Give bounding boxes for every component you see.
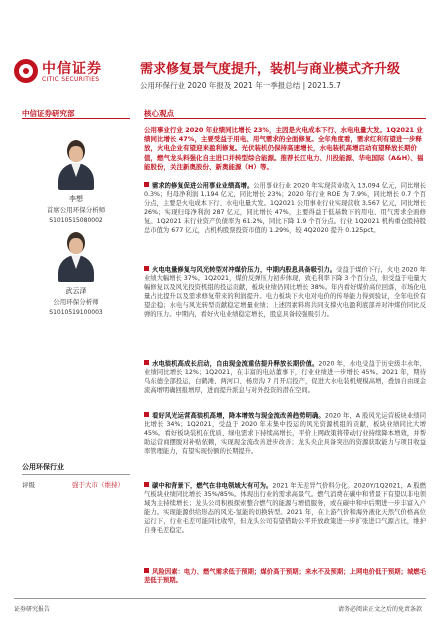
analyst-photo <box>56 232 96 282</box>
section-lead: 需求的修复促进公用事业业绩高增。 <box>152 182 254 190</box>
section-body: 受益于煤价下行，火电 2020 年业绩大幅增长 37%。1Q2021，煤价反弹压力初步体现，致毛利率下降 3 个百分点，但受益于电量大幅修复以及风光投资机组的投运贡献，板块业绩仍同比增长 38%。年内看好煤价高位回落，市场化电量占比提升以及需求修复带来的利润提升。电力板块下火电对电价的传导能力得到验证，全年电价有望企稳；水电与风光转型贡献稳定增量业绩；上述因素料将共同支撑火电盈利底部并对冲煤价同比反弹的压力。中期内，看好火电业绩稳定增长，股息具备较强吸引力。 <box>144 266 427 319</box>
section-lead: 看好风光运营高装机高增，降本增效与现金流改善趋势明确。 <box>152 412 325 420</box>
main-rule <box>144 118 426 119</box>
analyst-role: 公用环保分析师 <box>53 298 99 306</box>
research-dept-heading: 中信证券研究部 <box>22 109 75 118</box>
page-footer <box>0 598 440 620</box>
footer-rule <box>14 598 426 599</box>
rating-value: 强于大市（维持） <box>72 481 124 489</box>
bullet-square-icon <box>144 360 149 365</box>
core-summary: 公用事业行业 2020 年业绩同比增长 23%，主因是火电成本下行、水电电量大发。1Q2021 业绩同比增长 47%，主要受益于用电、用气需求的全面修复。全年角度看，需求红利有望进一步释放，火电企业有望迎来盈利修复。光伏装机仍保持高速增长，水电装机高增启动有望释放长期价值，燃气龙头料强化自主进口并转型综合能源。推荐长江电力、川投能源、华电国际（A&H）、福能股份，关注新奥股份、新奥能源（H）等。 <box>144 126 424 171</box>
bullet-square-icon <box>144 266 149 271</box>
rating-rule <box>22 474 130 475</box>
footer-left-text: 证券研究报告 <box>14 606 51 613</box>
section-lead: 碳中和背景下，燃气在非电领域大有可为。 <box>152 482 273 490</box>
report-subtitle: 公用环保行业 2020 年报及 2021 年一季报总结 | 2021.5.7 <box>140 81 341 90</box>
logo-chinese: 中信证券 <box>42 61 102 77</box>
bullet-square-icon <box>144 412 149 417</box>
analyst-license: S1010519100003 <box>49 308 103 316</box>
citic-logo-icon <box>14 59 38 83</box>
section-paragraph <box>144 482 426 536</box>
analyst-name: 李想 <box>69 195 83 203</box>
analyst-name: 武云泽 <box>65 287 87 295</box>
section-body: 2020 年，A 股风光运营板块业绩同比增长 34%；1Q2021，受益于 2020 年末集中投运的风光资源机组的贡献，板块业绩同比大增 45%。看好板块装机在优质、绿电需求下持续高增长，平价上网政策将带动行业持续降本增效，并帮助运营商摆脱对补贴依赖，实现现金流改善进步改善；龙头央企具备突出的资源获取能力与项目收益率管理能力，有望实现份额的长期提升。 <box>144 412 427 456</box>
core-view-heading: 核心观点 <box>144 109 174 118</box>
section-paragraph <box>144 412 426 457</box>
section-paragraph <box>144 182 426 236</box>
citic-logo <box>14 58 132 88</box>
section-lead: 火电电量修复与风光转型对冲煤价压力，中期内股息具备吸引力。 <box>152 266 337 274</box>
sector-label: 公用环保行业 <box>22 463 64 471</box>
section-paragraph <box>144 266 426 320</box>
section-body: 2021 年无差异气价料分化。2020Y/1Q2021，A 股燃气板块业绩同比增长 35%/85%。体现出行业的需求高景气。燃气消费在碳中和背景下有望以非电领域为主持续增长；龙头公司积极探索整合燃气的能源与增值服务，或在碳中和中后期进一步丰富入户能力。实现能源供给形态的风光-氢能的切换转型。2021 年，在上游气价和海外液化天然气价格高位运行下，行业毛差可能同比收窄，但龙头公司有望借助公平开放政策进一步扩张进口气源占比，维护自身毛差稳定。 <box>144 482 426 535</box>
logo-english: CITIC SECURITIES <box>42 76 100 83</box>
analyst-card <box>22 232 130 316</box>
report-title: 需求修复景气度提升，装机与商业模式齐升级 <box>140 62 401 77</box>
analyst-photo <box>56 140 96 190</box>
report-header <box>0 0 440 92</box>
section-body: 公用事业行业 2020 年实现营业收入 13,094 亿元，同比增长 0.3%；归母净利润 1,194 亿元，同比增长 23%；2020 年行业 ROE 为 7.9%，同比增长 0.7 个百分点，主要是火电成本下行、水电电量大发。1Q2021 公用事业行业实现营收 3,567 亿元，同比增长 26%；实现归母净利润 287 亿元，同比增长 47%，主要得益于低基数下的用电、用气需求全面修复。1Q2021 末行业资产负债率为 61.2%，同比下降 1.9 个百分点。行业 1Q2021 机构重仓股持股总市值为 677 亿元，占机构股票投资市值的 1.29%，较 4Q2020 提升 0.125pct。 <box>144 182 427 235</box>
bullet-square-icon <box>144 568 149 573</box>
analyst-card <box>22 140 130 224</box>
rating-key: 评级 <box>22 481 35 489</box>
risk-text: 风险因素：电力、燃气需求低于预期；煤价高于预期；来水不及预期；上网电价低于预期；城燃毛差低于预期。 <box>144 568 426 585</box>
risk-paragraph <box>144 568 426 586</box>
disclaimer-note: 请务必阅读正文之后的免责条款 <box>337 606 422 613</box>
section-paragraph <box>144 360 426 396</box>
bullet-square-icon <box>144 182 149 187</box>
bullet-square-icon <box>144 482 149 487</box>
analyst-license: S1010515080002 <box>49 216 103 224</box>
section-body: 2020 年，水电受益于历史级丰水年，业绩同比增长 12%；1Q2021，在丰富的电站董事下，行业业绩进一步增长 45%。2021 年，期待乌东德全部投运，白鹤滩、两河口、杨房沟 7 月开启投产，促进大水电装机规模高增，叠加自由现金流高增明确回报增厚，进而提升派息与对外投资的潜在空间。 <box>144 360 427 395</box>
section-lead: 水电装机高成长启动，自由现金流重估提升释放长期价值。 <box>152 360 319 368</box>
sidebar-rule <box>22 118 130 119</box>
analyst-role: 首席公用环保分析师 <box>46 206 106 214</box>
